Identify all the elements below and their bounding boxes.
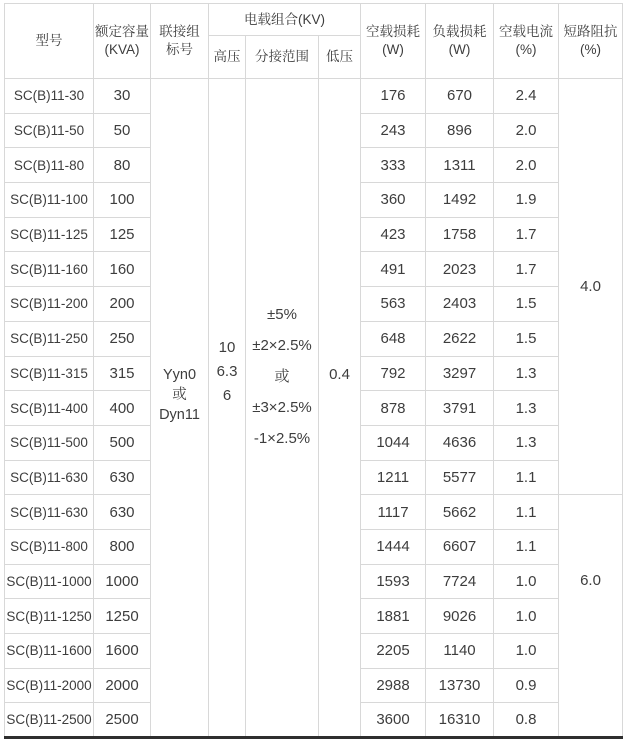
model-cell: SC(B)11-2000 [5,668,94,703]
capacity-cell: 100 [94,183,151,218]
no-load-current-cell: 1.5 [494,287,559,322]
capacity-cell: 200 [94,287,151,322]
col-header-impedance [559,4,623,79]
col-header-capacity [94,4,151,79]
model-cell: SC(B)11-1600 [5,634,94,669]
load-loss-cell: 1311 [426,148,494,183]
hv-values-cell-line: 10 [218,338,236,356]
capacity-cell: 315 [94,356,151,391]
no-load-loss-cell: 1444 [361,529,426,564]
no-load-loss-cell: 792 [361,356,426,391]
model-cell: SC(B)11-400 [5,391,94,426]
capacity-cell: 500 [94,425,151,460]
capacity-cell: 50 [94,113,151,148]
col-header-connection-line1: 联接组 [159,24,200,39]
load-loss-cell: 16310 [426,703,494,738]
connection-group-cell-line: Dyn11 [159,406,200,423]
model-cell: SC(B)11-630 [5,460,94,495]
no-load-current-cell: 0.9 [494,668,559,703]
no-load-current-cell: 1.1 [494,460,559,495]
no-load-current-cell: 1.3 [494,425,559,460]
col-header-load-loss [426,4,494,79]
impedance-group1-cell: 4.0 [559,79,623,495]
no-load-loss-cell: 1044 [361,425,426,460]
no-load-loss-cell: 1211 [361,460,426,495]
col-header-no-load-current-line1: 空载电流 [499,24,554,39]
no-load-current-cell: 1.5 [494,321,559,356]
load-loss-cell: 5662 [426,495,494,530]
model-cell: SC(B)11-50 [5,113,94,148]
model-cell: SC(B)11-2500 [5,703,94,738]
capacity-cell: 30 [94,79,151,114]
no-load-current-cell: 2.0 [494,113,559,148]
load-loss-cell: 1492 [426,183,494,218]
no-load-current-cell: 1.9 [494,183,559,218]
model-cell: SC(B)11-1250 [5,599,94,634]
impedance-group2-cell: 6.0 [559,495,623,738]
capacity-cell: 800 [94,529,151,564]
no-load-loss-cell: 491 [361,252,426,287]
hv-values-cell-line: 6.3 [216,362,238,380]
capacity-cell: 630 [94,460,151,495]
col-header-no-load-current [494,4,559,79]
col-header-load-loss-line1: 负载损耗 [432,24,487,39]
no-load-loss-cell: 563 [361,287,426,322]
capacity-cell: 160 [94,252,151,287]
connection-group-cell [151,79,209,738]
col-header-model: 型号 [5,4,94,79]
col-header-lv: 低压 [319,36,361,79]
no-load-loss-cell: 878 [361,391,426,426]
load-loss-cell: 6607 [426,529,494,564]
header-row-1 [5,4,623,36]
model-cell: SC(B)11-200 [5,287,94,322]
load-loss-cell: 5577 [426,460,494,495]
load-loss-cell: 3791 [426,391,494,426]
capacity-cell: 1000 [94,564,151,599]
no-load-loss-cell: 1593 [361,564,426,599]
col-header-load-loss-line2: (W) [448,42,471,57]
no-load-current-cell: 1.1 [494,529,559,564]
tap-range-cell-line: ±5% [267,306,297,324]
load-loss-cell: 9026 [426,599,494,634]
no-load-current-cell: 1.7 [494,217,559,252]
model-cell: SC(B)11-30 [5,79,94,114]
capacity-cell: 400 [94,391,151,426]
load-loss-cell: 1758 [426,217,494,252]
load-loss-cell: 2403 [426,287,494,322]
lv-value-cell: 0.4 [319,79,361,738]
model-cell: SC(B)11-125 [5,217,94,252]
capacity-cell: 1250 [94,599,151,634]
hv-values-cell [209,79,246,738]
col-header-connection-line2: 标号 [166,42,193,57]
capacity-cell: 250 [94,321,151,356]
no-load-current-cell: 1.3 [494,356,559,391]
no-load-loss-cell: 648 [361,321,426,356]
capacity-cell: 630 [94,495,151,530]
col-header-voltage-group: 电载组合(KV) [209,4,361,36]
no-load-loss-cell: 2988 [361,668,426,703]
no-load-current-cell: 1.7 [494,252,559,287]
no-load-loss-cell: 1117 [361,495,426,530]
table-header [5,4,623,79]
col-header-hv: 高压 [209,36,246,79]
no-load-current-cell: 1.0 [494,634,559,669]
tap-range-cell [246,79,319,738]
col-header-no-load-current-line2: (%) [515,42,537,57]
model-cell: SC(B)11-80 [5,148,94,183]
col-header-no-load-loss-line2: (W) [382,42,404,57]
capacity-cell: 125 [94,217,151,252]
table-body [5,79,623,738]
no-load-loss-cell: 360 [361,183,426,218]
col-header-impedance-line2: (%) [580,42,602,57]
table-row [5,79,623,114]
model-cell: SC(B)11-250 [5,321,94,356]
no-load-current-cell: 2.4 [494,79,559,114]
col-header-capacity-line1: 额定容量 [95,24,149,39]
no-load-current-cell: 2.0 [494,148,559,183]
model-cell: SC(B)11-630 [5,495,94,530]
load-loss-cell: 2622 [426,321,494,356]
col-header-impedance-line1: 短路阻抗 [563,24,618,39]
load-loss-cell: 3297 [426,356,494,391]
model-cell: SC(B)11-315 [5,356,94,391]
col-header-connection [151,4,209,79]
no-load-current-cell: 1.1 [494,495,559,530]
tap-range-cell-line: ±3×2.5% [252,399,312,417]
transformer-spec-table [4,3,623,739]
capacity-cell: 1600 [94,634,151,669]
load-loss-cell: 896 [426,113,494,148]
load-loss-cell: 1140 [426,634,494,669]
model-cell: SC(B)11-100 [5,183,94,218]
load-loss-cell: 13730 [426,668,494,703]
no-load-loss-cell: 3600 [361,703,426,738]
connection-group-cell-line: 或 [172,386,187,403]
hv-values-cell-line: 6 [222,386,232,404]
connection-group-cell-line: Yyn0 [162,366,197,383]
load-loss-cell: 670 [426,79,494,114]
model-cell: SC(B)11-1000 [5,564,94,599]
no-load-loss-cell: 2205 [361,634,426,669]
no-load-current-cell: 1.0 [494,599,559,634]
load-loss-cell: 4636 [426,425,494,460]
col-header-tap-range: 分接范围 [246,36,319,79]
no-load-current-cell: 0.8 [494,703,559,738]
no-load-loss-cell: 1881 [361,599,426,634]
tap-range-cell-line: ±2×2.5% [252,337,312,355]
no-load-loss-cell: 243 [361,113,426,148]
model-cell: SC(B)11-160 [5,252,94,287]
col-header-no-load-loss-line1: 空载损耗 [366,24,421,39]
load-loss-cell: 7724 [426,564,494,599]
no-load-current-cell: 1.3 [494,391,559,426]
model-cell: SC(B)11-500 [5,425,94,460]
capacity-cell: 2500 [94,703,151,738]
capacity-cell: 80 [94,148,151,183]
load-loss-cell: 2023 [426,252,494,287]
capacity-cell: 2000 [94,668,151,703]
no-load-current-cell: 1.0 [494,564,559,599]
model-cell: SC(B)11-800 [5,529,94,564]
col-header-no-load-loss [361,4,426,79]
no-load-loss-cell: 423 [361,217,426,252]
tap-range-cell-line: -1×2.5% [253,430,311,448]
col-header-capacity-line2: (KVA) [104,42,140,57]
no-load-loss-cell: 176 [361,79,426,114]
tap-range-cell-line: 或 [274,368,290,386]
no-load-loss-cell: 333 [361,148,426,183]
